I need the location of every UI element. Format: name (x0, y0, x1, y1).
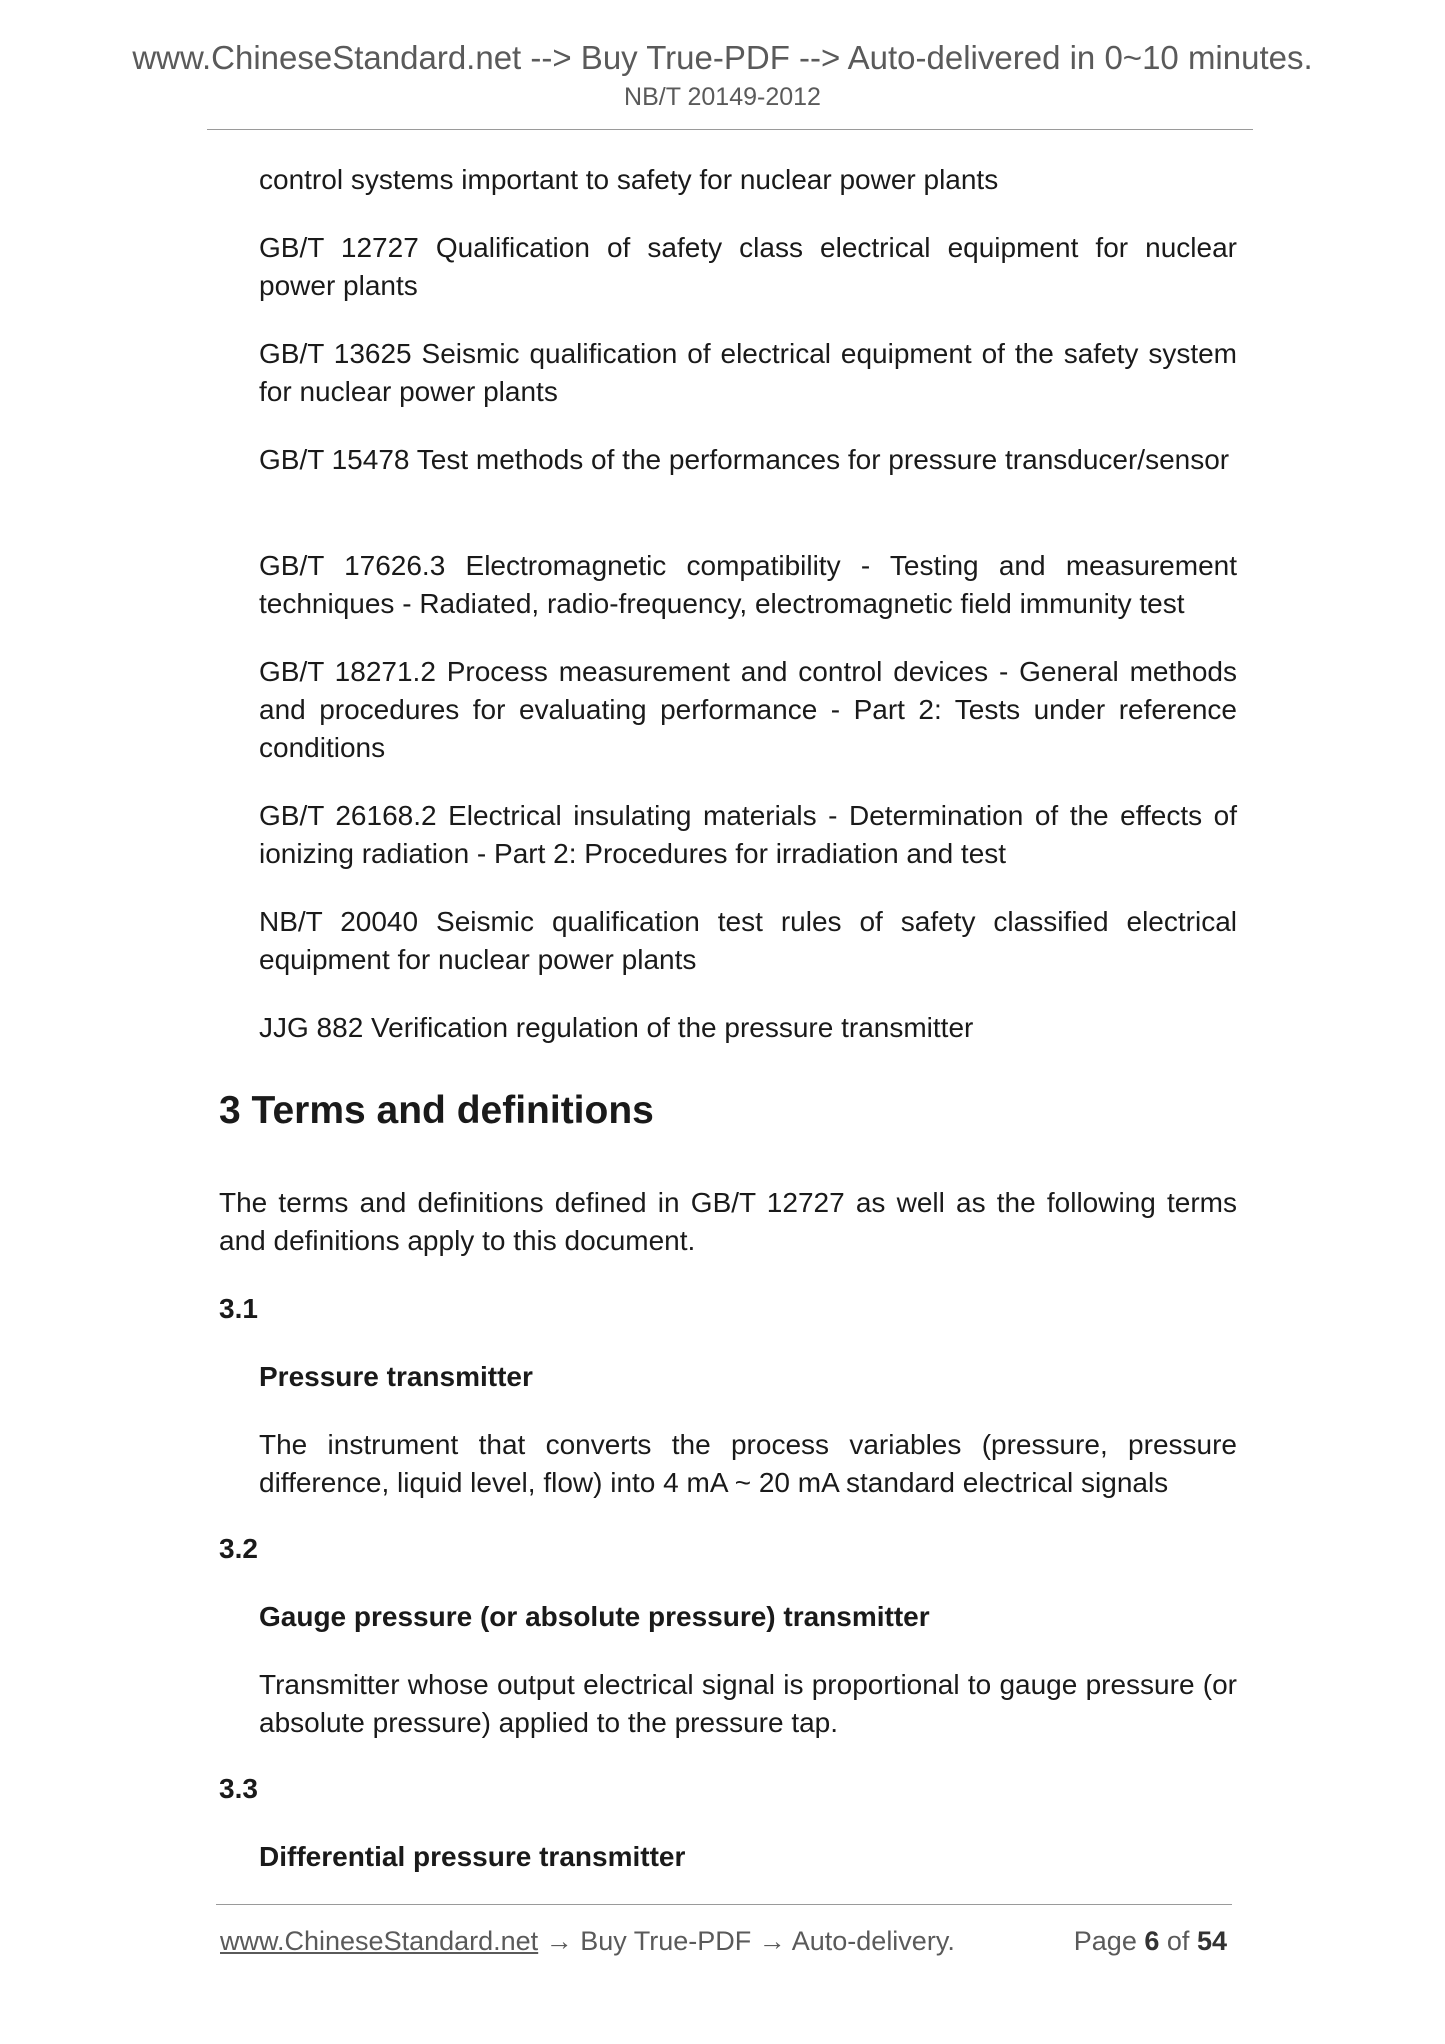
section-intro: The terms and definitions defined in GB/T 12727 as well as the following terms and definitions apply to this document. (219, 1187, 1237, 1256)
term-title: Differential pressure transmitter (259, 1841, 686, 1872)
footer-left (220, 1924, 955, 1958)
reference-item: GB/T 26168.2 Electrical insulating materials - Determination of the effects of ionizing radiation - Part 2: Procedures for irradiation and test (259, 800, 1237, 869)
page-label: Page (1073, 1926, 1137, 1956)
section-heading: 3 Terms and definitions (219, 1089, 654, 1132)
reference-item: GB/T 13625 Seismic qualification of electrical equipment of the safety system for nuclear power plants (259, 338, 1237, 407)
page-total: 54 (1196, 1926, 1227, 1956)
reference-item: NB/T 20040 Seismic qualification test rules of safety classified electrical equipment for nuclear power plants (259, 906, 1237, 975)
document-number: NB/T 20149-2012 (624, 83, 821, 111)
reference-item: GB/T 17626.3 Electromagnetic compatibility - Testing and measurement techniques - Radiated, radio-frequency, electromagnetic field immunity test (259, 550, 1237, 619)
header-divider (207, 129, 1253, 130)
term-number: 3.3 (219, 1773, 258, 1804)
reference-item: GB/T 12727 Qualification of safety class electrical equipment for nuclear power plants (259, 232, 1237, 301)
reference-item: JJG 882 Verification regulation of the pressure transmitter (259, 1012, 974, 1043)
header-banner: www.ChineseStandard.net --> Buy True-PDF --> Auto-delivered in 0~10 minutes. (132, 39, 1313, 76)
term-number: 3.1 (219, 1293, 258, 1324)
footer-tagline: → Buy True-PDF → Auto-delivery. (538, 1926, 955, 1956)
reference-item: GB/T 18271.2 Process measurement and control devices - General methods and procedures for evaluating performance - Part 2: Tests under reference conditions (259, 656, 1237, 763)
reference-item: control systems important to safety for nuclear power plants (259, 164, 999, 195)
term-definition: Transmitter whose output electrical signal is proportional to gauge pressure (or absolute pressure) applied to the pressure tap. (259, 1669, 1237, 1738)
term-definition: The instrument that converts the process variables (pressure, pressure difference, liquid level, flow) into 4 mA ~ 20 mA standard electrical signals (259, 1429, 1237, 1498)
page-indicator (1074, 1924, 1227, 1958)
term-title: Pressure transmitter (259, 1361, 533, 1392)
term-number: 3.2 (219, 1533, 258, 1564)
page-of-label: of (1166, 1926, 1190, 1956)
footer-link[interactable]: www.ChineseStandard.net (220, 1926, 539, 1956)
footer-divider (216, 1904, 1232, 1905)
reference-item: GB/T 15478 Test methods of the performances for pressure transducer/sensor (259, 444, 1230, 475)
term-title: Gauge pressure (or absolute pressure) transmitter (259, 1601, 930, 1632)
page-current: 6 (1144, 1926, 1160, 1956)
